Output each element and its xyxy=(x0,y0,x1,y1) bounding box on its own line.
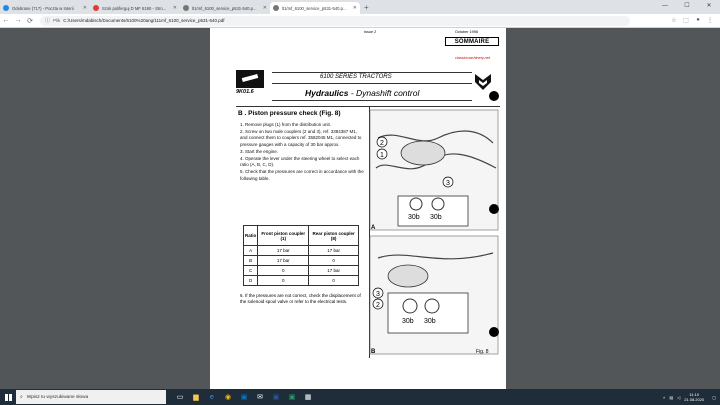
chrome-icon[interactable]: ◉ xyxy=(224,394,232,401)
new-tab-button[interactable]: + xyxy=(364,3,369,12)
favicon-icon xyxy=(3,5,9,11)
section-code: 9K01.6 xyxy=(236,89,254,95)
taskbar xyxy=(0,389,720,405)
extension-icon[interactable]: ⬚ xyxy=(683,18,689,24)
favicon-icon xyxy=(93,5,99,11)
note-step-6: 6. If the pressures are not correct, check the displacement of the solenoid spool valve or refer to the electrical tests. xyxy=(240,293,361,305)
scheme-label: Plik xyxy=(53,18,61,23)
address-bar[interactable] xyxy=(40,16,630,26)
volume-icon[interactable]: ◁ xyxy=(677,394,681,400)
system-tray xyxy=(663,389,716,405)
table-row xyxy=(244,266,359,276)
favicon-icon xyxy=(183,5,189,11)
minimize-button[interactable]: — xyxy=(662,3,668,9)
table-cell: 17 bar xyxy=(258,256,309,266)
excel-icon[interactable]: ▣ xyxy=(288,394,296,401)
series-title: 6100 SERIES TRACTORS xyxy=(320,74,392,80)
table-cell: 0 xyxy=(309,256,359,266)
callout: 3 xyxy=(446,180,450,187)
forward-button[interactable]: → xyxy=(14,17,22,24)
word-icon[interactable]: ▣ xyxy=(272,394,280,401)
step: 4. Operate the lever under the steering wheel to select each ratio (A, B, C, D). xyxy=(240,156,360,168)
table-cell: C xyxy=(244,266,258,276)
app-icon[interactable]: ▦ xyxy=(304,394,312,401)
menu-icon[interactable]: ⋮ xyxy=(707,18,713,24)
gauge-label: 30b xyxy=(402,318,414,325)
figure-part-label: A xyxy=(371,225,376,231)
table-cell: 17 bar xyxy=(258,246,309,256)
table-row xyxy=(244,256,359,266)
divider xyxy=(272,83,472,84)
section-title: B . Piston pressure check (Fig. 8) xyxy=(238,110,341,117)
gauge-label: 30b xyxy=(424,318,436,325)
pdf-page xyxy=(210,28,506,389)
outlook-icon[interactable]: ▣ xyxy=(240,394,248,401)
procedure-steps xyxy=(240,122,364,183)
pressure-table xyxy=(243,225,359,286)
divider xyxy=(272,100,472,101)
task-view-icon[interactable]: ▭ xyxy=(176,394,184,401)
gauge-label: 30b xyxy=(408,214,420,221)
page-marker-dot xyxy=(489,204,499,214)
step: 5. Check that the pressures are correct in accordance with the following table. xyxy=(240,169,364,181)
table-cell: A xyxy=(244,246,258,256)
explorer-icon[interactable]: ▆ xyxy=(193,394,199,401)
divider xyxy=(272,72,472,73)
gauge-label: 30b xyxy=(430,214,442,221)
figure-caption: Fig. 8 xyxy=(476,349,489,355)
browser-tab[interactable] xyxy=(180,2,270,14)
table-row xyxy=(244,276,359,286)
table-cell: 0 xyxy=(309,276,359,286)
close-tab-icon[interactable]: ✕ xyxy=(172,5,177,11)
close-tab-icon[interactable]: ✕ xyxy=(82,5,87,11)
table-cell: 17 bar xyxy=(309,266,359,276)
info-icon[interactable]: ⓘ xyxy=(45,18,51,24)
massey-ferguson-logo-icon xyxy=(474,72,492,92)
callout: 1 xyxy=(380,152,384,159)
tab-strip xyxy=(0,0,720,14)
mail-icon[interactable]: ✉ xyxy=(257,394,263,401)
issue-label: Issue 2 xyxy=(364,30,377,34)
close-tab-icon[interactable]: ✕ xyxy=(262,5,267,11)
tab-title: lt1/mf_6100_service_p531-540.p... xyxy=(192,5,257,11)
tab-title: lt1/mf_6100_service_p531-540.p... xyxy=(282,5,347,11)
step: 3. Start the engine. xyxy=(240,148,279,154)
clock-time: 11:10 xyxy=(689,392,700,397)
taskbar-search[interactable] xyxy=(16,390,166,404)
browser-tab[interactable] xyxy=(90,2,180,14)
clock-date: 21.08.2020 xyxy=(684,397,705,402)
browser-toolbar xyxy=(0,14,720,28)
table-header: Rear piston coupler (8) xyxy=(309,226,359,246)
table-row xyxy=(244,246,359,256)
close-window-button[interactable]: ✕ xyxy=(706,3,712,9)
figure-8-diagram xyxy=(368,108,500,358)
browser-tab[interactable] xyxy=(0,2,90,14)
step: 2. Screw on two male couplers (2 and 3), ref. 3384387 M1, and connect them to couplers ref. 3582045 M1, connected to pressure gauges with a capacity of 30 bar approx. xyxy=(240,129,362,147)
page-marker-dot xyxy=(489,327,499,337)
callout: 3 xyxy=(376,291,380,298)
watermark: classicmachinery.net xyxy=(455,56,490,60)
search-placeholder: Wpisz tu wyszukiwane słowa xyxy=(26,394,89,400)
table-cell: 17 bar xyxy=(309,246,359,256)
start-button[interactable] xyxy=(0,389,16,405)
wrench-icon xyxy=(236,70,264,88)
table-cell: D xyxy=(244,276,258,286)
callout: 2 xyxy=(376,302,380,309)
tray-arrow-icon[interactable]: ˄ xyxy=(662,394,666,400)
chapter-title: Hydraulics - Dynashift control xyxy=(305,88,420,98)
sommaire-button[interactable]: SOMMAIRE xyxy=(445,37,499,46)
browser-tab[interactable] xyxy=(270,2,360,14)
tab-title: Odebrane (717) - Poczta w Interii xyxy=(12,5,74,11)
table-cell: 0 xyxy=(258,266,309,276)
figure-part-label: B xyxy=(371,349,376,355)
network-icon[interactable]: ▤ xyxy=(669,394,674,400)
table-header: Front piston coupler (1) xyxy=(258,226,309,246)
pdf-viewer[interactable] xyxy=(0,28,720,389)
page-marker-dot xyxy=(489,91,499,101)
table-cell: 0 xyxy=(258,276,309,286)
search-icon: ⌕ xyxy=(20,395,23,400)
table-cell: B xyxy=(244,256,258,266)
account-icon[interactable]: ● xyxy=(696,17,700,23)
close-tab-icon[interactable]: ✕ xyxy=(352,5,357,11)
windows-icon xyxy=(5,394,12,401)
tab-title: Szok poliferguj D MF 6190 - Stro... xyxy=(102,5,167,11)
step: 1. Remove plugs (1) from the distribution unit. xyxy=(240,122,332,127)
date-label: October 1996 xyxy=(455,30,479,34)
clock[interactable] xyxy=(684,392,704,402)
back-button[interactable]: ← xyxy=(2,17,10,24)
callout: 2 xyxy=(380,140,384,147)
notification-icon[interactable]: ▢ xyxy=(712,394,716,400)
reload-button[interactable]: ⟳ xyxy=(27,17,33,25)
table-header: Ratio xyxy=(244,226,258,246)
edge-icon[interactable]: e xyxy=(210,393,214,401)
favicon-icon xyxy=(273,5,279,11)
star-icon[interactable]: ☆ xyxy=(671,18,677,24)
maximize-button[interactable]: ☐ xyxy=(684,3,690,9)
url-text: C:/Users/mdabisch/Documents/6100%20ang/111mf_6100_service_p531-540.pdf xyxy=(63,18,225,23)
